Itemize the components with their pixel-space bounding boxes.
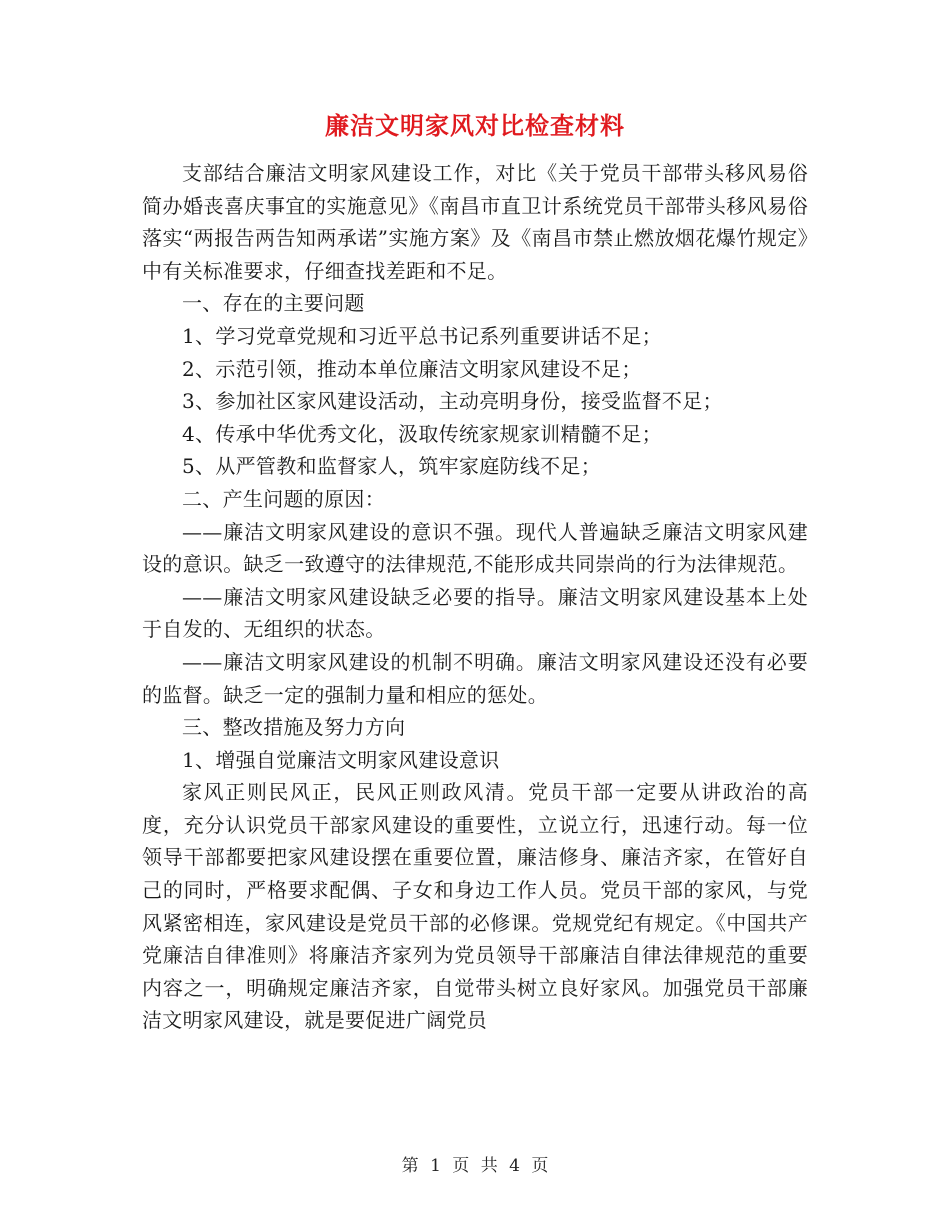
- document-title: 廉洁文明家风对比检查材料: [325, 111, 625, 140]
- problem-item: 2、示范引领，推动本单位廉洁文明家风建设不足；: [182, 356, 642, 381]
- section-heading-measures: 三、整改措施及努力方向: [182, 715, 406, 740]
- problem-item: 3、参加社区家风建设活动，主动亮明身份，接受监督不足；: [182, 389, 723, 414]
- measure-paragraph: 家风正则民风正，民风正则政风清。党员干部一定要从讲政治的高度，充分认识党员干部家风建设的重要性，立说立行，迅速行动。每一位领导干部都要把家风建设摆在重要位置，廉洁修身、廉洁齐家，在管好自己的同时，严格要求配偶、子女和身边工作人员。党员干部的家风，与党风紧密相连，家风建设是党员干部的必修课。党规党纪有规定。《中国共产党廉洁自律准则》将廉洁齐家列为党员领导干部廉洁自律法律规范的重要内容之一，明确规定廉洁齐家，自觉带头树立良好家风。加强党员干部廉洁文明家风建设，就是要促进广阔党员: [142, 780, 808, 1033]
- cause-paragraph: ——廉洁文明家风建设的机制不明确。廉洁文明家风建设还没有必要的监督。缺乏一定的强制力量和相应的惩处。: [142, 649, 808, 707]
- cause-paragraph: ——廉洁文明家风建设的意识不强。现代人普遍缺乏廉洁文明家风建设的意识。缺乏一致遵守的法律规范,不能形成共同崇尚的行为法律规范。: [142, 519, 808, 577]
- document-body: [142, 157, 808, 1037]
- page-number-footer: 第 1 页 共 4 页: [401, 1156, 549, 1176]
- problem-item: 5、从严管教和监督家人，筑牢家庭防线不足；: [182, 454, 602, 479]
- measure-subheading: 1、增强自觉廉洁文明家风建设意识: [182, 747, 500, 772]
- cause-paragraph: ——廉洁文明家风建设缺乏必要的指导。廉洁文明家风建设基本上处于自发的、无组织的状态。: [142, 584, 808, 642]
- section-heading-causes: 二、产生问题的原因：: [182, 486, 385, 511]
- section-heading-problems: 一、存在的主要问题: [182, 291, 365, 316]
- intro-paragraph: 支部结合廉洁文明家风建设工作，对比《关于党员干部带头移风易俗简办婚丧喜庆事宜的实施意见》《南昌市直卫计系统党员干部带头移风易俗落实“两报告两告知两承诺”实施方案》及《南昌市禁止燃放烟花爆竹规定》中有关标准要求，仔细查找差距和不足。: [142, 161, 808, 283]
- problem-item: 4、传承中华优秀文化，汲取传统家规家训精髓不足；: [182, 421, 662, 446]
- problem-item: 1、学习党章党规和习近平总书记系列重要讲话不足；: [182, 323, 662, 348]
